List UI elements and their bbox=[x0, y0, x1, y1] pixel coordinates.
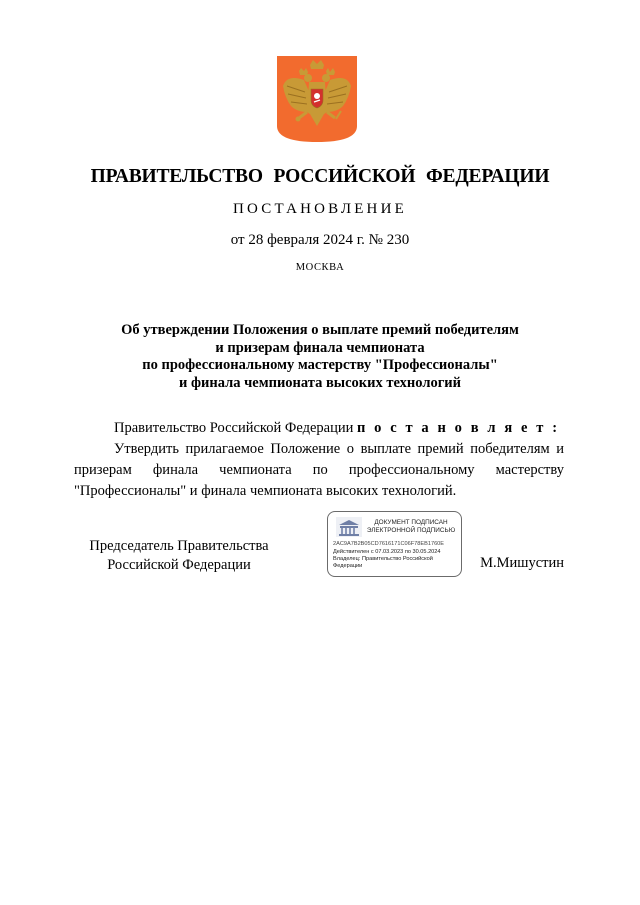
intro-keyword: п о с т а н о в л я е т : bbox=[356, 420, 560, 436]
stamp-certificate: 2AC9A7B2B05CD7616171C06F78EB1760E bbox=[333, 541, 445, 547]
document-type: ПОСТАНОВЛЕНИЕ bbox=[233, 201, 407, 217]
heading-line: и финала чемпионата высоких технологий bbox=[179, 374, 461, 391]
body-paragraph: Утвердить прилагаемое Положение о выплате премий победителям и призерам финала чемпионата по профессиональному мастерству "Профессионалы" и финала чемпионата высоких технологий. bbox=[74, 441, 564, 499]
stamp-title bbox=[362, 519, 460, 535]
document-body bbox=[74, 418, 564, 502]
document-heading bbox=[0, 322, 640, 392]
intro-text: Правительство Российской Федерации bbox=[114, 420, 354, 436]
document-city: МОСКВА bbox=[295, 262, 345, 273]
electronic-signature-stamp bbox=[327, 511, 462, 577]
heading-line: по профессиональному мастерству "Профессионалы" bbox=[142, 357, 498, 373]
signer-position-line: Председатель Правительства bbox=[89, 538, 269, 554]
government-title: ПРАВИТЕЛЬСТВО РОССИЙСКОЙ ФЕДЕРАЦИИ bbox=[90, 166, 550, 187]
stamp-title-line: ЭЛЕКТРОННОЙ ПОДПИСЬЮ bbox=[366, 527, 456, 534]
heading-line: Об утверждении Положения о выплате премий победителям bbox=[121, 322, 519, 338]
signer-position bbox=[74, 537, 284, 575]
stamp-title-line: ДОКУМЕНТ ПОДПИСАН bbox=[374, 519, 448, 526]
government-building-icon bbox=[336, 517, 362, 537]
signer-position-line: Российской Федерации bbox=[107, 557, 251, 573]
intro-paragraph bbox=[74, 418, 564, 439]
coat-of-arms-icon bbox=[277, 56, 357, 142]
document-date-number: от 28 февраля 2024 г. № 230 bbox=[230, 232, 410, 248]
stamp-validity: Действителен с 07.03.2023 по 30.05.2024 bbox=[333, 549, 441, 555]
stamp-owner: Владелец: Правительство Российской Федерации bbox=[333, 556, 433, 569]
heading-line: и призерам финала чемпионата bbox=[215, 339, 425, 356]
signer-name: М.Мишустин bbox=[480, 555, 564, 571]
